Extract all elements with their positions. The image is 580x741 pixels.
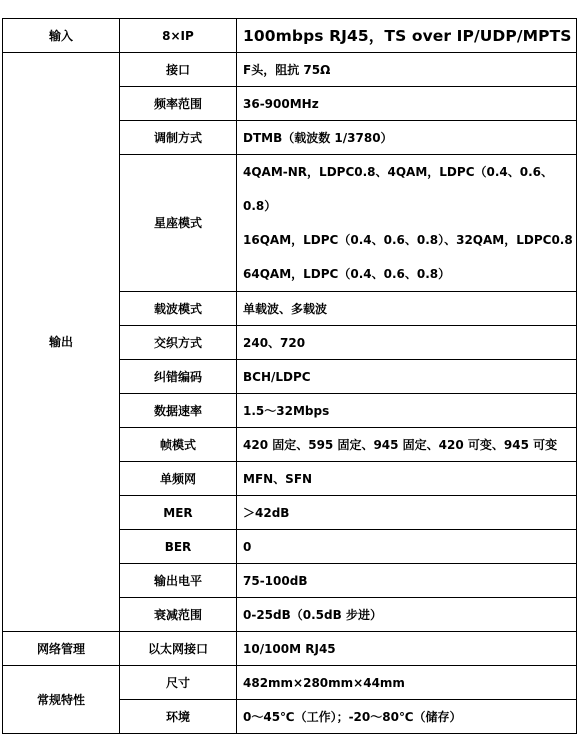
section-label-network: 网络管理 xyxy=(3,632,120,666)
section-label-general: 常规特性 xyxy=(3,666,120,734)
param-name: BER xyxy=(120,530,237,564)
section-label-input: 输入 xyxy=(3,19,120,53)
table-row xyxy=(3,632,577,666)
param-value: 0～45℃（工作）；-20～80℃（储存） xyxy=(237,700,577,734)
param-value-multiline xyxy=(237,155,577,292)
param-name: 载波模式 xyxy=(120,292,237,326)
param-name: 交织方式 xyxy=(120,326,237,360)
constellation-line: 64QAM，LDPC（0.4、0.6、0.8） xyxy=(243,267,451,281)
param-value: 36-900MHz xyxy=(237,87,577,121)
param-name: 8×IP xyxy=(120,19,237,53)
param-value: DTMB（载波数 1/3780） xyxy=(237,121,577,155)
table-row xyxy=(3,53,577,87)
param-value: 240、720 xyxy=(237,326,577,360)
param-name: 数据速率 xyxy=(120,394,237,428)
param-name: 尺寸 xyxy=(120,666,237,700)
constellation-line: 4QAM-NR，LDPC0.8、4QAM，LDPC（0.4、0.6、 xyxy=(243,165,554,179)
param-name: 单频网 xyxy=(120,462,237,496)
param-name: 频率范围 xyxy=(120,87,237,121)
param-value: 单载波、多载波 xyxy=(237,292,577,326)
table-row xyxy=(3,666,577,700)
param-value: MFN、SFN xyxy=(237,462,577,496)
param-value: 75-100dB xyxy=(237,564,577,598)
param-value: 482mm×280mm×44mm xyxy=(237,666,577,700)
param-value: F头，阻抗 75Ω xyxy=(237,53,577,87)
param-name: 调制方式 xyxy=(120,121,237,155)
param-name: 衰减范围 xyxy=(120,598,237,632)
table-row xyxy=(3,19,577,53)
param-value: ＞42dB xyxy=(237,496,577,530)
param-value: BCH/LDPC xyxy=(237,360,577,394)
param-name: 星座模式 xyxy=(120,155,237,292)
constellation-line: 16QAM，LDPC（0.4、0.6、0.8）、32QAM，LDPC0.8 xyxy=(243,233,573,247)
param-name: 纠错编码 xyxy=(120,360,237,394)
param-value: 100mbps RJ45，TS over IP/UDP/MPTS xyxy=(237,19,577,53)
param-name: 帧模式 xyxy=(120,428,237,462)
param-value: 10/100M RJ45 xyxy=(237,632,577,666)
param-name: 以太网接口 xyxy=(120,632,237,666)
param-value: 0-25dB（0.5dB 步进） xyxy=(237,598,577,632)
param-name: MER xyxy=(120,496,237,530)
spec-table xyxy=(2,18,577,734)
param-value: 420 固定、595 固定、945 固定、420 可变、945 可变 xyxy=(237,428,577,462)
param-name: 接口 xyxy=(120,53,237,87)
param-value: 1.5～32Mbps xyxy=(237,394,577,428)
section-label-output: 输出 xyxy=(3,53,120,632)
constellation-line: 0.8） xyxy=(243,199,277,213)
param-name: 环境 xyxy=(120,700,237,734)
param-name: 输出电平 xyxy=(120,564,237,598)
param-value: 0 xyxy=(237,530,577,564)
